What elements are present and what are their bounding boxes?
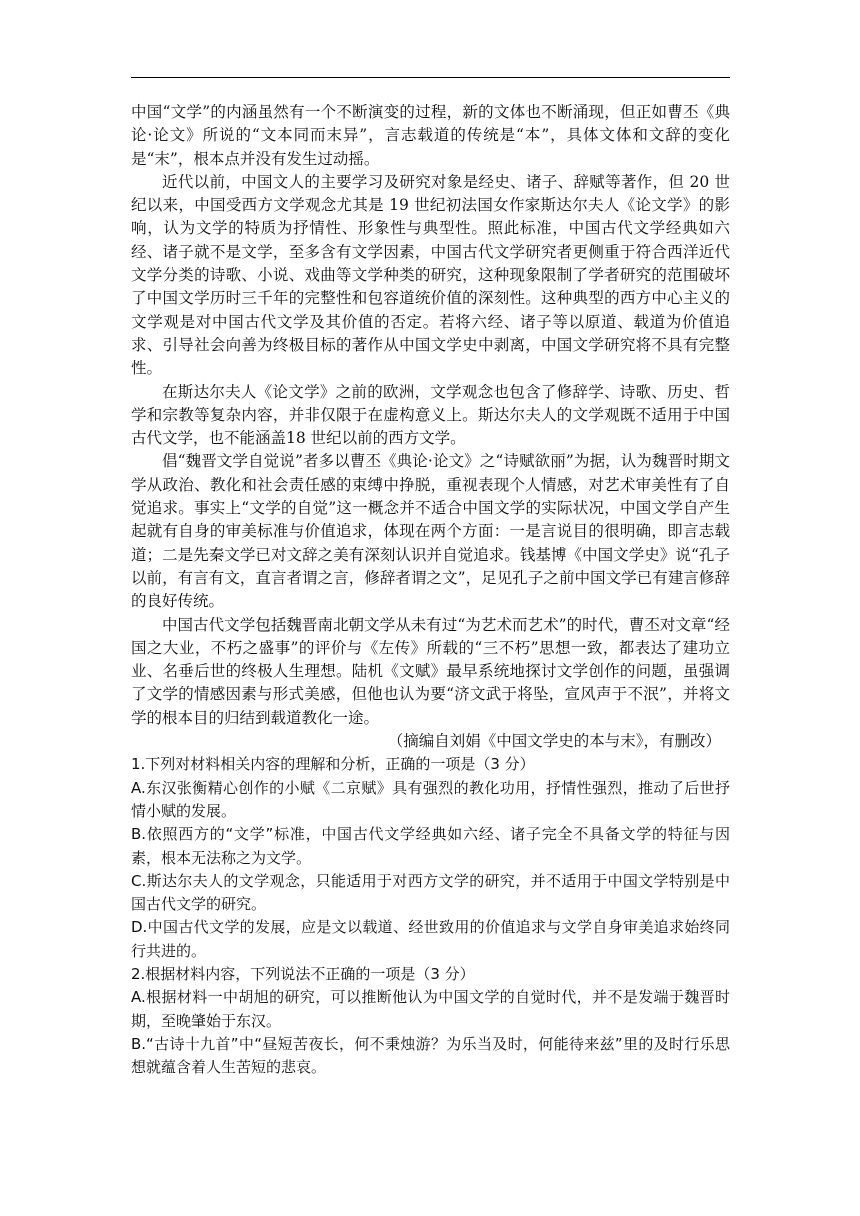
source-citation: （摘编自刘娟《中国文学史的本与末》，有删改）: [387, 732, 721, 751]
paragraph-1: 中国“文学”的内涵虽然有一个不断演变的过程，新的文体也不断涌现，但正如曹丕《典论·论文》所说的“文本同而末异”，言志载道的传统是“本”，具体文体和文辞的变化是“末”，根本点并没有发生过动摇。: [131, 103, 730, 168]
question-1-option-b: B.依照西方的“文学”标准，中国古代文学经典如六经、诸子完全不具备文学的特征与因素，根本无法称之为文学。: [131, 825, 730, 867]
document-body: [131, 101, 730, 1079]
question-1-option-c: C.斯达尔夫人的文学观念，只能适用于对西方文学的研究，并不适用于中国文学特别是中国古代文学的研究。: [131, 871, 730, 914]
question-1-option-d: D.中国古代文学的发展，应是文以载道、经世致用的价值追求与文学自身审美追求始终同行共进的。: [131, 918, 730, 960]
question-1-option-a: A.东汉张衡精心创作的小赋《二京赋》具有强烈的教化功用，抒情性强烈，推动了后世抒情小赋的发展。: [131, 778, 730, 820]
question-2-option-a: A.根据材料一中胡旭的研究，可以推断他认为中国文学的自觉时代，并不是发端于魏晋时期，至晚肇始于东汉。: [131, 988, 730, 1030]
paragraph-2: 近代以前，中国文人的主要学习及研究对象是经史、诸子、辞赋等著作，但 20 世纪以来，中国受西方文学观念尤其是 19 世纪初法国女作家斯达尔夫人《论文学》的影响，认为文学的特质为抒情性、形象性与典型性。照此标准，中国古代文学经典如六经、诸子就不是文学，至多含有文学因素，中国古代文学研究者更侧重于符合西洋近代文学分类的诗歌、小说、戏曲等文学种类的研究，这种现象限制了学者研究的范围破坏了中国文学历时三千年的完整性和包容道统价值的深刻性。这种典型的西方中心主义的文学观是对中国古代文学及其价值的否定。若将六经、诸子等以原道、载道为价值追求、引导社会向善为终极目标的著作从中国文学史中剥离，中国文学研究将不具有完整性。: [131, 172, 730, 378]
header-rule: [131, 77, 730, 78]
question-2-option-b: B.“古诗十九首”中“昼短苦夜长，何不秉烛游？为乐当及时，何能待来兹”里的及时行乐思想就蕴含着人生苦短的悲哀。: [131, 1034, 730, 1077]
paragraph-3: 在斯达尔夫人《论文学》之前的欧洲，文学观念也包含了修辞学、诗歌、历史、哲学和宗教等复杂内容，并非仅限于在虚构意义上。斯达尔夫人的文学观既不适用于中国古代文学，也不能涵盖18 世纪以前的西方文学。: [131, 382, 730, 448]
question-2-stem: 2.根据材料内容，下列说法不正确的一项是（3 分）: [131, 964, 475, 983]
question-1-stem: 1.下列对材料相关内容的理解和分析，正确的一项是（3 分）: [131, 755, 535, 774]
paragraph-5: 中国古代文学包括魏晋南北朝文学从未有过“为艺术而艺术”的时代，曹丕对文章“经国之大业，不朽之盛事”的评价与《左传》所载的“三不朽”思想一致，都表达了建功立业、名垂后世的终极人生理想。陆机《文赋》最早系统地探讨文学创作的问题，虽强调了文学的情感因素与形式美感，但他也认为要“济文武于将坠，宣风声于不泯”，并将文学的根本目的归结到载道教化一途。: [131, 615, 730, 727]
paragraph-4: 倡“魏晋文学自觉说”者多以曹丕《典论·论文》之“诗赋欲丽”为据，认为魏晋时期文学从政治、教化和社会责任感的束缚中挣脱，重视表现个人情感，对艺术审美性有了自觉追求。事实上“文学的自觉”这一概念并不适合中国文学的实际状况，中国文学自产生起就有自身的审美标准与价值追求，体现在两个方面：一是言说目的很明确，即言志载道；二是先秦文学已对文辞之美有深刻认识并自觉追求。钱基博《中国文学史》说“孔子以前，有言有文，直言者谓之言，修辞者谓之文”，足见孔子之前中国文学已有建言修辞的良好传统。: [131, 452, 730, 611]
